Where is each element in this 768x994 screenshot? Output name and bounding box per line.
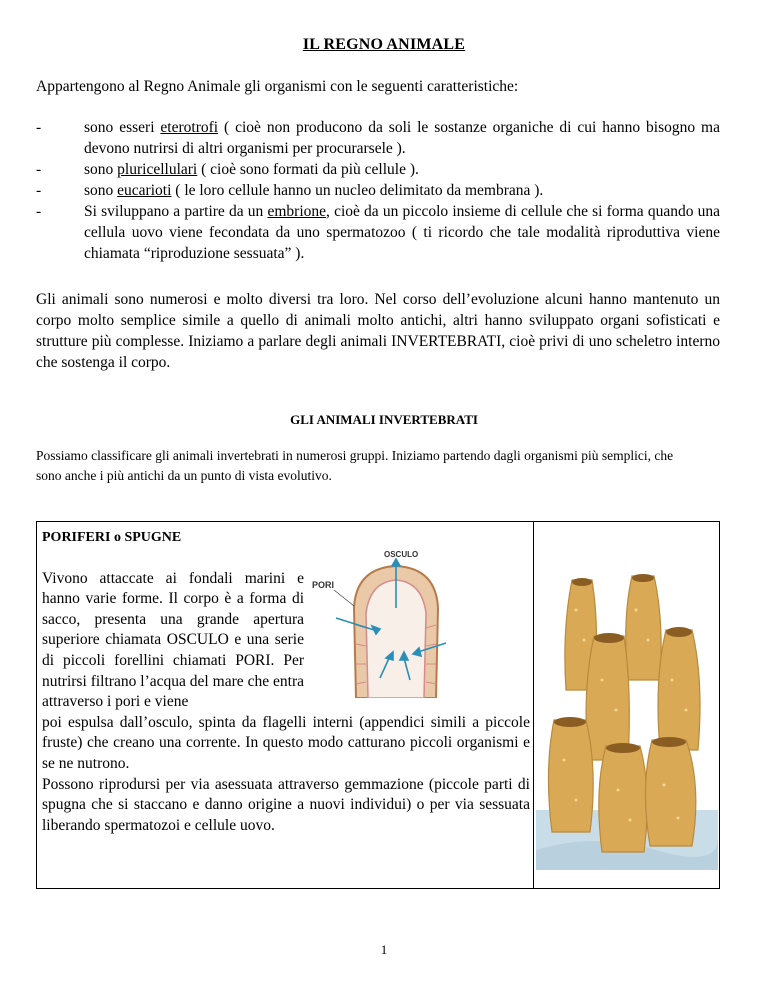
list-item: - sono esseri eterotrofi ( cioè non producono da soli le sostanze organiche di cui hanno bisogno ma devono nutrirsi di altri organismi per procurarsele ). (36, 119, 720, 157)
poriferi-cell (42, 528, 532, 836)
term-eterotrofi: eterotrofi (160, 119, 219, 136)
term-eucarioti: eucarioti (117, 182, 172, 199)
table-divider (533, 522, 534, 888)
list-item: - Si sviluppano a partire da un embrione, cioè da un piccolo insieme di cellule che si forma quando una cellula uovo viene fecondata da uno spermatozoo ( ti ricordo che tale modalità riproduttiva viene chiamata “riproduzione sessuata” ). (36, 203, 721, 262)
sponge-diagram (306, 548, 462, 698)
body-paragraph: Gli animali sono numerosi e molto diversi tra loro. Nel corso dell’evoluzione alcuni hanno mantenuto un corpo molto semplice simile a quello di animali molto antichi, altri hanno sviluppato organi sofisticati e strutture più complesse. Iniziamo a parlare degli animali INVERTEBRATI, cioè privi di uno scheletro interno che sostenga il corpo. (36, 291, 720, 371)
characteristics-list (36, 117, 720, 264)
osculo-label: OSCULO (384, 550, 419, 559)
sponge-photo (536, 570, 718, 870)
poriferi-title: PORIFERI o SPUGNE (42, 530, 182, 545)
term-pluricellulari: pluricellulari (117, 161, 198, 178)
term-embrione: embrione (267, 203, 327, 220)
list-item: - sono eucarioti ( le loro cellule hanno un nucleo delimitato da membrana ). (36, 182, 544, 199)
poriferi-text-wide-2: Possono riprodursi per via asessuata attraverso gemmazione (piccole parti di spugna che si staccano e danno origine a nuovi individui) o per via sessuata liberando spermatozoi e cellule uovo. (42, 775, 530, 834)
intro-text: Appartengono al Regno Animale gli organismi con le seguenti caratteristiche: (36, 78, 519, 95)
section-title: GLI ANIMALI INVERTEBRATI (290, 412, 478, 427)
list-item: - sono pluricellulari ( cioè sono formati da più cellule ). (36, 161, 419, 178)
page-title: IL REGNO ANIMALE (302, 36, 466, 53)
poriferi-table (36, 521, 720, 889)
page-number: 1 (380, 942, 388, 957)
poriferi-text-narrow: Vivono attaccate ai fondali marini e hanno varie forme. Il corpo è a forma di sacco, presenta una grande apertura superiore chiamata OSCULO e una serie di piccoli forellini chiamati PORI. Per nutrirsi filtrano l’acqua del mare che entra attraverso i pori e viene (42, 569, 304, 711)
poriferi-text-wide-1: poi espulsa dall’osculo, spinta da flagelli interni (appendici simili a piccole fruste) che creano una corrente. In questo modo catturano piccoli organismi e se ne nutrono. (42, 713, 530, 772)
pori-label: PORI (312, 580, 335, 590)
section-intro: Possiamo classificare gli animali invertebrati in numerosi gruppi. Iniziamo partendo dagli organismi più semplici, che sono anche i più antichi da un punto di vista evolutivo. (36, 448, 674, 483)
